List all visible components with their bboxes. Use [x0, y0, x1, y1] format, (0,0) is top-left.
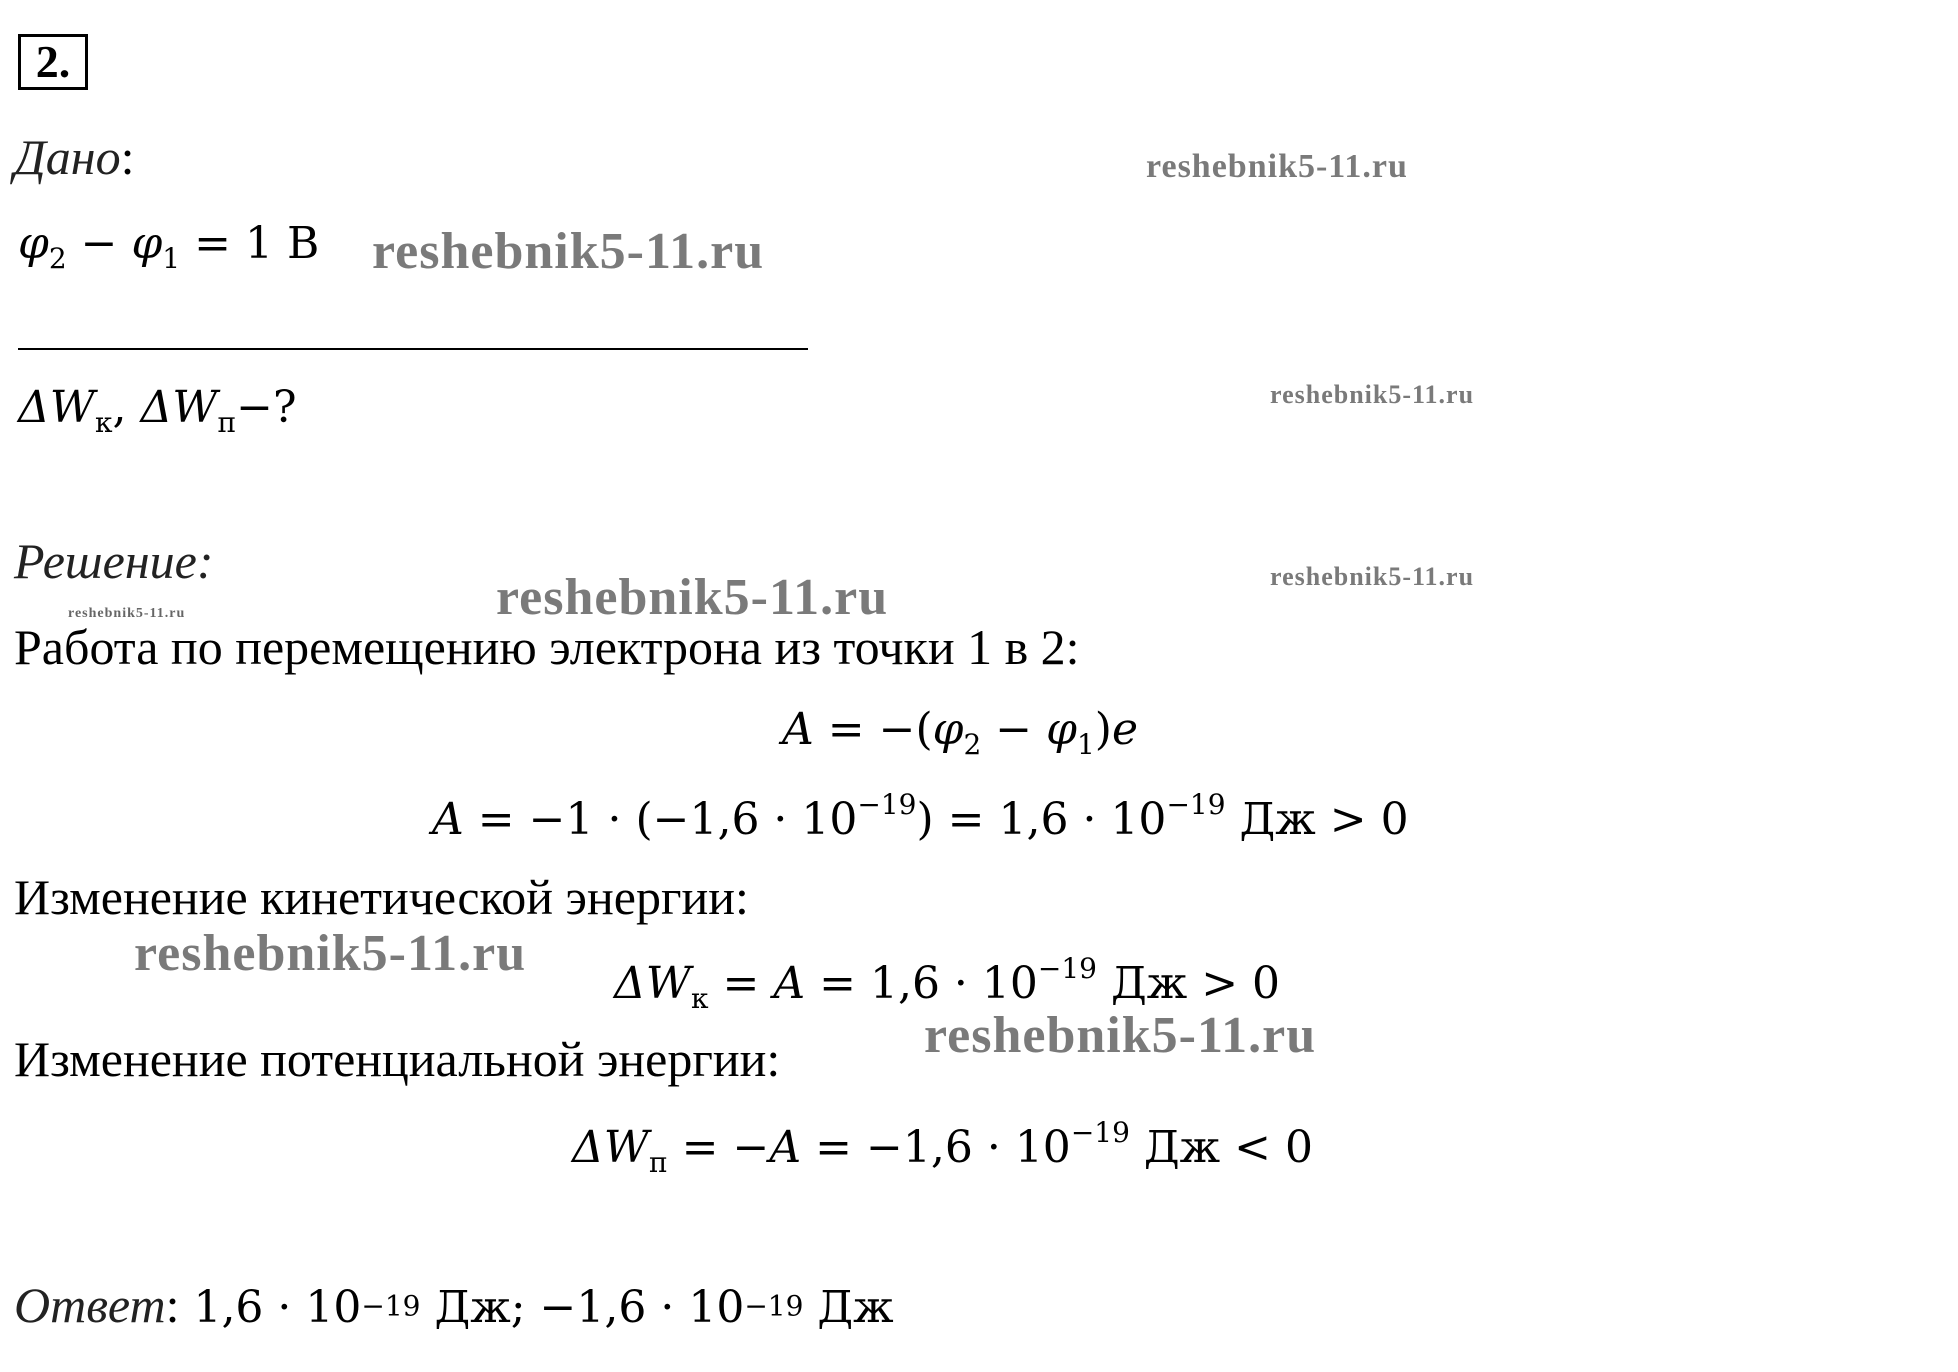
watermark: reshebnik5-11.ru — [496, 569, 889, 626]
watermark: reshebnik5-11.ru — [1270, 380, 1475, 409]
solution-heading: Решение: — [14, 533, 214, 589]
unknowns-sep: , — [112, 382, 141, 433]
delta-wk-sub: к — [95, 406, 113, 439]
eq3-sub: к — [691, 982, 709, 1015]
eq4-mid: = − — [667, 1122, 770, 1173]
eq4-tail: Дж < 0 — [1129, 1122, 1313, 1173]
given-divider — [18, 348, 808, 350]
eq4-a: A — [769, 1122, 802, 1173]
delta-wp: ΔW — [140, 382, 218, 433]
eq1-phi2: φ — [932, 704, 964, 755]
problem-number: 2. — [18, 34, 88, 90]
watermark: reshebnik5-11.ru — [372, 223, 765, 280]
phi-1: φ — [131, 218, 163, 269]
eq2-part1: = −1 · (−1,6 · 10 — [463, 794, 858, 845]
answer-part2: Дж; −1,6 · 10 — [420, 1282, 745, 1333]
line-potential: Изменение потенциальной энергии: — [14, 1031, 781, 1087]
answer-label: Ответ — [14, 1277, 166, 1333]
eq3-a: A — [773, 958, 806, 1009]
unknowns-question: −? — [236, 382, 297, 433]
eq1-minus: − — [981, 704, 1047, 755]
eq3-exp: −19 — [1037, 952, 1097, 985]
delta-wk: ΔW — [18, 382, 95, 433]
eq2-a: A — [432, 794, 464, 845]
eq4-w: ΔW — [572, 1122, 649, 1173]
answer-colon: : — [165, 1277, 180, 1333]
eq1-phi1: φ — [1046, 704, 1077, 755]
eq1-sub1: 1 — [1076, 728, 1095, 761]
delta-wp-sub: п — [217, 406, 237, 439]
eq1-sub2: 2 — [963, 728, 982, 761]
given-minus: − — [66, 218, 132, 269]
answer-part3: Дж — [803, 1282, 894, 1333]
eq4-sub: п — [649, 1146, 668, 1179]
equation-4 — [572, 1116, 1313, 1179]
line-work: Работа по перемещению электрона из точки 1 в 2: — [14, 619, 1080, 675]
eq3-part: = 1,6 · 10 — [805, 958, 1038, 1009]
given-heading — [14, 128, 135, 186]
eq2-exp1: −19 — [857, 788, 917, 821]
given-label: Дано — [14, 129, 121, 185]
eq2-part3: Дж > 0 — [1225, 794, 1409, 845]
answer-line — [14, 1276, 894, 1334]
answer-part1: 1,6 · 10 — [179, 1282, 362, 1333]
eq1-tail: ) — [1094, 704, 1112, 755]
equation-2 — [432, 788, 1409, 845]
phi-2-sub: 2 — [48, 242, 67, 275]
unknowns — [18, 382, 297, 439]
eq4-exp: −19 — [1070, 1116, 1130, 1149]
watermark: reshebnik5-11.ru — [1270, 562, 1475, 591]
eq1-a: A — [782, 704, 814, 755]
watermark: reshebnik5-11.ru — [134, 925, 527, 982]
eq1-mid: = −( — [813, 704, 933, 755]
answer-exp2: −19 — [744, 1289, 804, 1323]
given-colon: : — [120, 129, 135, 185]
answer-exp1: −19 — [361, 1289, 421, 1323]
eq4-part: = −1,6 · 10 — [801, 1122, 1071, 1173]
phi-1-sub: 1 — [162, 242, 181, 275]
given-rhs: = 1 В — [180, 218, 320, 269]
line-kinetic: Изменение кинетической энергии: — [14, 869, 749, 925]
given-formula — [18, 218, 319, 275]
eq3-mid: = — [708, 958, 774, 1009]
watermark: reshebnik5-11.ru — [68, 606, 186, 621]
phi-2: φ — [18, 218, 49, 269]
eq1-e: e — [1111, 704, 1138, 755]
equation-1 — [782, 704, 1138, 761]
watermark: reshebnik5-11.ru — [1146, 148, 1408, 185]
watermark: reshebnik5-11.ru — [924, 1007, 1317, 1064]
eq2-part2: ) = 1,6 · 10 — [916, 794, 1167, 845]
eq2-exp2: −19 — [1166, 788, 1226, 821]
eq3-tail: Дж > 0 — [1096, 958, 1281, 1009]
eq3-w: ΔW — [614, 958, 691, 1009]
